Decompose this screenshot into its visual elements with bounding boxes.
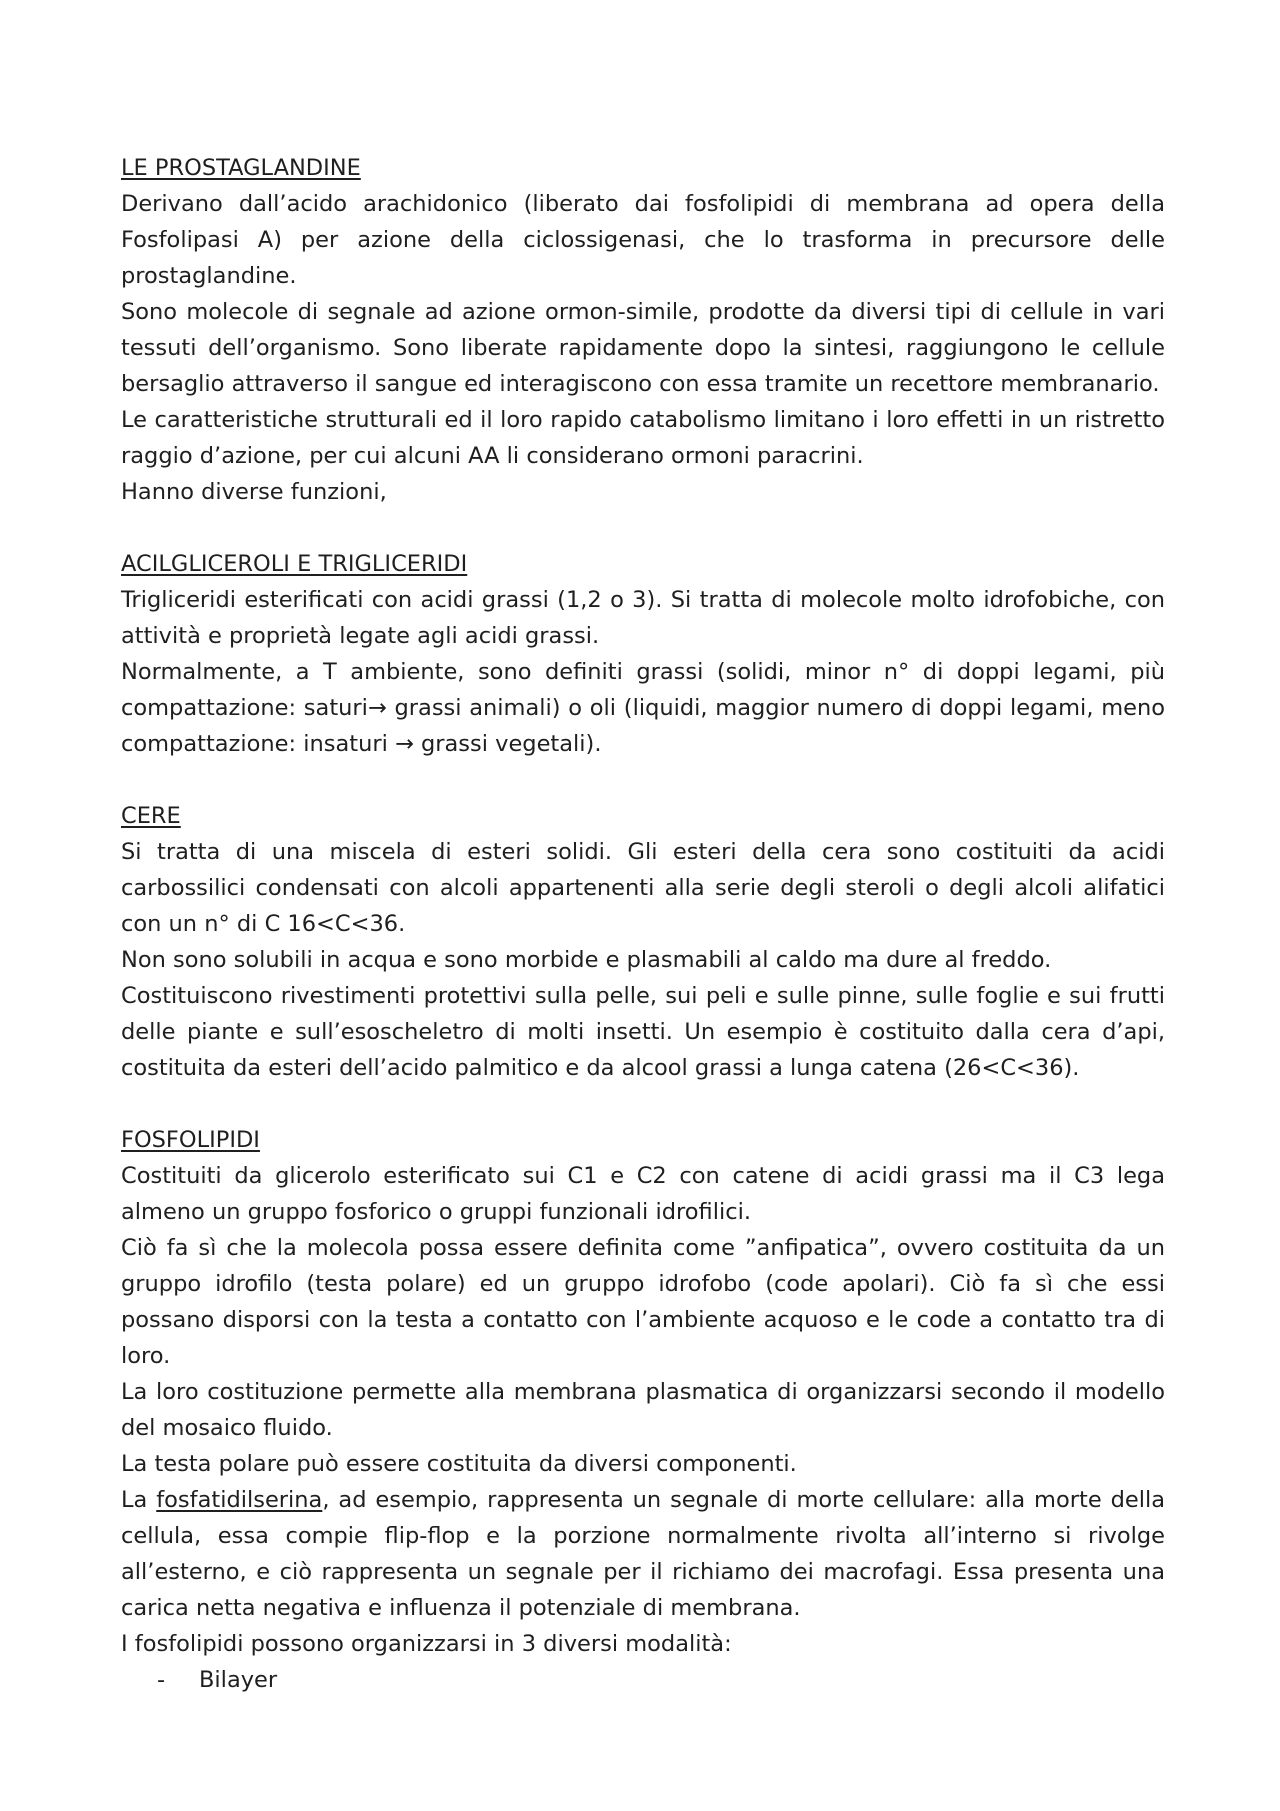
section-spacer (121, 510, 1165, 546)
section-heading-fosfolipidi: FOSFOLIPIDI (121, 1127, 260, 1153)
section-spacer (121, 1086, 1165, 1122)
paragraph-fosfatidilserina (121, 1482, 1165, 1626)
paragraph: I fosfolipidi possono organizzarsi in 3 diversi modalità: (121, 1631, 732, 1657)
paragraph: Non sono solubili in acqua e sono morbide e plasmabili al caldo ma dure al freddo. (121, 947, 1052, 973)
paragraph: Le caratteristiche strutturali ed il loro rapido catabolismo limitano i loro effetti in un ristretto raggio d’azione, per cui alcuni AA li considerano ormoni paracrini. (121, 407, 1165, 469)
paragraph: Costituiscono rivestimenti protettivi sulla pelle, sui peli e sulle pinne, sulle foglie e sui frutti delle piante e sull’esoscheletro di molti insetti. Un esempio è costituito dalla cera d’api, costituita da esteri dell’acido palmitico e da alcool grassi a lunga catena (26<C<36). (121, 983, 1165, 1081)
section-heading-acilgliceroli: ACILGLICEROLI E TRIGLICERIDI (121, 551, 468, 577)
section-heading-cere: CERE (121, 803, 181, 829)
paragraph: Si tratta di una miscela di esteri solidi. Gli esteri della cera sono costituiti da acidi carbossilici condensati con alcoli appartenenti alla serie degli steroli o degli alcoli alifatici con un n° di C 16<C<36. (121, 839, 1165, 937)
paragraph: Costituiti da glicerolo esterificato sui C1 e C2 con catene di acidi grassi ma il C3 lega almeno un gruppo fosforico o gruppi funzionali idrofilici. (121, 1163, 1165, 1225)
list-item (121, 1662, 1165, 1698)
dash-bullet: - (157, 1667, 166, 1693)
section-heading-prostaglandine: LE PROSTAGLANDINE (121, 155, 361, 181)
section-spacer (121, 762, 1165, 798)
bullet-list (121, 1662, 1165, 1698)
paragraph: Sono molecole di segnale ad azione ormon-simile, prodotte da diversi tipi di cellule in vari tessuti dell’organismo. Sono liberate rapidamente dopo la sintesi, raggiungono le cellule bersaglio attraverso il sangue ed interagiscono con essa tramite un recettore membranario. (121, 299, 1165, 397)
text-run: , ad esempio, rappresenta un segnale di morte cellulare: alla morte della cellula, essa compie flip-flop e la porzione normalmente rivolta all’interno si rivolge all’esterno, e ciò rappresenta un segnale per il richiamo dei macrofagi. Essa presenta una carica netta negativa e influenza il potenziale di membrana. (121, 1487, 1165, 1621)
paragraph: Trigliceridi esterificati con acidi grassi (1,2 o 3). Si tratta di molecole molto idrofobiche, con attività e proprietà legate agli acidi grassi. (121, 587, 1165, 649)
underlined-term: fosfatidilserina (156, 1487, 323, 1513)
paragraph: Normalmente, a T ambiente, sono definiti grassi (solidi, minor n° di doppi legami, più compattazione: saturi→ grassi animali) o oli (liquidi, maggior numero di doppi legami, meno compattazione: insaturi → grassi vegetali). (121, 659, 1165, 757)
paragraph: Ciò fa sì che la molecola possa essere definita come ”anfipatica”, ovvero costituita da un gruppo idrofilo (testa polare) ed un gruppo idrofobo (code apolari). Ciò fa sì che essi possano disporsi con la testa a contatto con l’ambiente acquoso e le code a contatto tra di loro. (121, 1235, 1165, 1369)
text-run: La (121, 1487, 157, 1513)
paragraph: La testa polare può essere costituita da diversi componenti. (121, 1451, 797, 1477)
paragraph: Derivano dall’acido arachidonico (liberato dai fosfolipidi di membrana ad opera della Fosfolipasi A) per azione della ciclossigenasi, che lo trasforma in precursore delle prostaglandine. (121, 191, 1165, 289)
paragraph: Hanno diverse funzioni, (121, 479, 387, 505)
paragraph: La loro costituzione permette alla membrana plasmatica di organizzarsi secondo il modello del mosaico fluido. (121, 1379, 1165, 1441)
document-page (121, 150, 1165, 1698)
list-item-text: Bilayer (199, 1667, 278, 1693)
